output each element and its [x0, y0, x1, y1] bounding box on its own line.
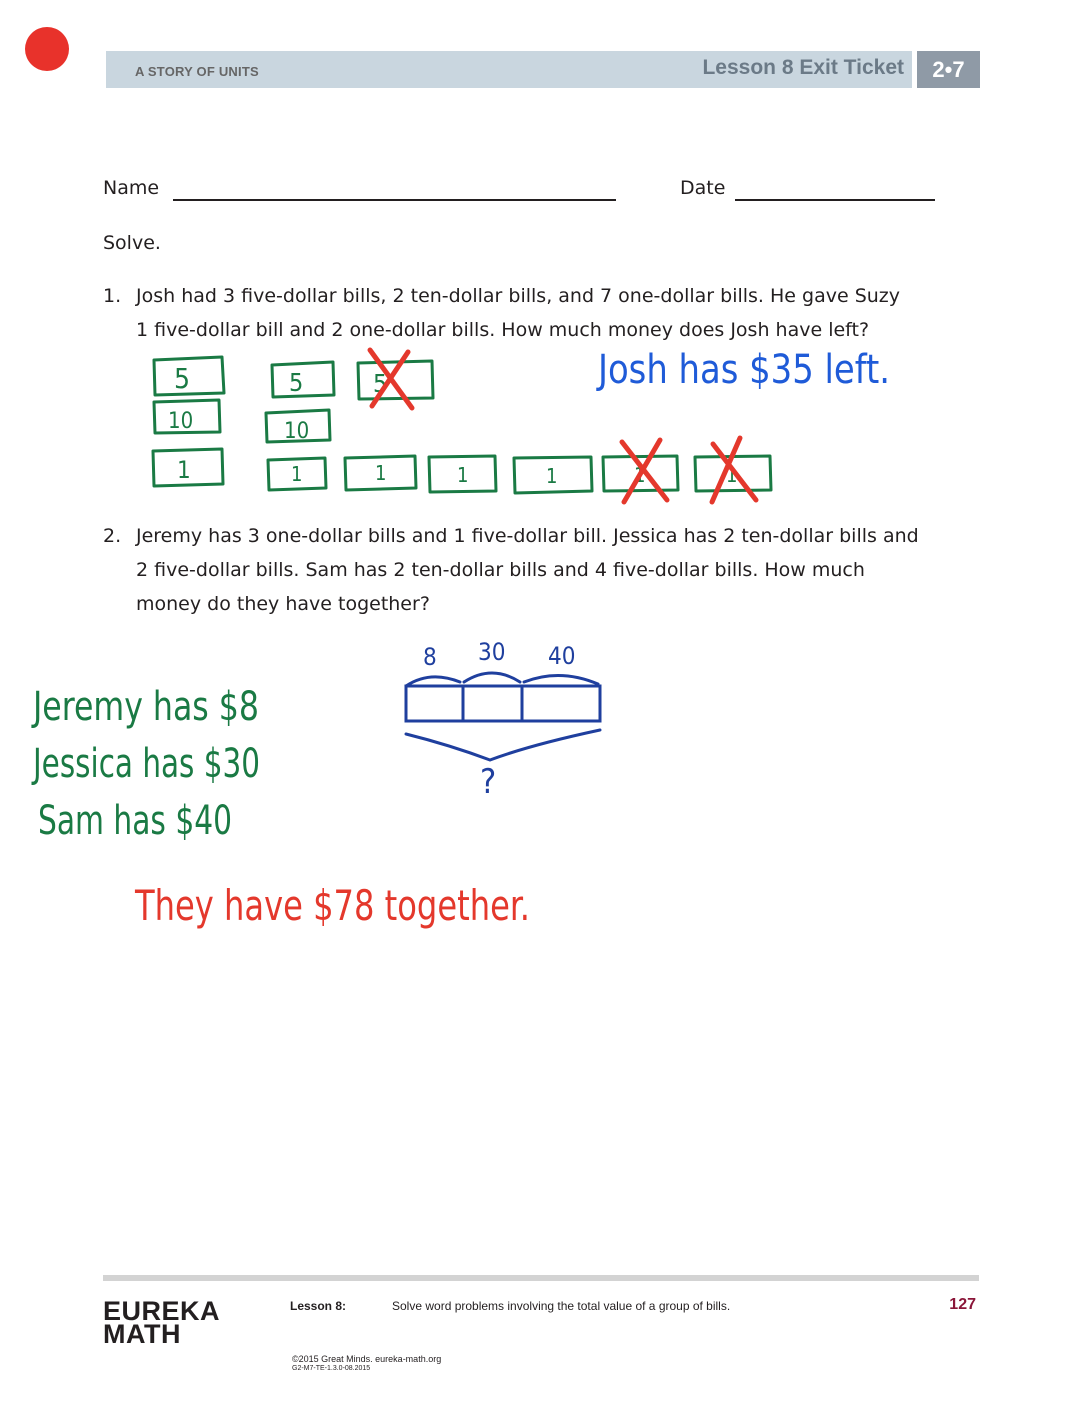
bill-one-5-label: 1	[546, 464, 558, 488]
total-jessica: Jessica has $30	[31, 741, 260, 787]
cross-out-one-b	[712, 438, 756, 502]
brace-part-2	[464, 673, 520, 682]
logo-line-2: MATH	[103, 1319, 181, 1349]
bill-ten-2-label: 10	[284, 419, 310, 444]
directions: Solve.	[103, 232, 161, 254]
footer-lesson-label: Lesson 8:	[290, 1299, 347, 1313]
bill-one-6-label: 1	[634, 463, 646, 487]
document-code: G2-M7-TE-1.3.0-08.2015	[292, 1365, 371, 1372]
total-sam: Sam has $40	[38, 798, 232, 844]
lesson-title: Lesson 8 Exit Ticket	[702, 56, 904, 79]
bill-one-3-label: 1	[375, 461, 387, 485]
brace-part-3	[524, 675, 598, 684]
answer-1: Josh has $35 left.	[596, 347, 890, 393]
tape-diagram	[406, 673, 600, 760]
tape-label-8: 8	[423, 643, 437, 671]
page-number: 127	[949, 1296, 976, 1313]
problem-1-line-1: Josh had 3 five-dollar bills, 2 ten-dollar bills, and 7 one-dollar bills. He gave Suzy	[136, 285, 901, 307]
tape-unknown: ?	[480, 762, 497, 802]
bill-ten-1-label: 10	[168, 409, 194, 434]
bill-one-7-label: 1	[726, 463, 738, 487]
bill-five-2-label: 5	[289, 368, 304, 397]
eureka-math-logo	[103, 1296, 221, 1349]
brace-total	[406, 730, 600, 760]
date-label: Date	[680, 177, 726, 199]
footer-lesson-description: Solve word problems involving the total value of a group of bills.	[392, 1299, 731, 1313]
problem-2-line-2: 2 five-dollar bills. Sam has 2 ten-dollar bills and 4 five-dollar bills. How much	[136, 559, 865, 581]
footer-rule	[103, 1275, 979, 1281]
problem-2-number: 2.	[103, 525, 122, 547]
copyright: ©2015 Great Minds. eureka-math.org	[292, 1354, 442, 1364]
series-title: A STORY OF UNITS	[135, 64, 259, 79]
grade-module-badge: 2•7	[917, 51, 980, 88]
bill-one-4-label: 1	[457, 463, 469, 487]
total-jeremy: Jeremy has $8	[31, 684, 260, 730]
name-label: Name	[103, 177, 160, 199]
person-totals	[31, 684, 260, 844]
bill-one-2-label: 1	[291, 462, 303, 486]
tape-label-30: 30	[478, 638, 506, 666]
bill-five-3-label: 5	[373, 369, 388, 398]
problem-1-line-2: 1 five-dollar bill and 2 one-dollar bills. How much money does Josh have left?	[136, 319, 870, 341]
tape-label-40: 40	[548, 642, 576, 670]
bill-five-1-label: 5	[174, 362, 191, 395]
cross-out-one-a	[622, 440, 667, 502]
problem-1-number: 1.	[103, 285, 122, 307]
bill-one-1-label: 1	[177, 456, 191, 484]
problem-2-line-3: money do they have together?	[136, 593, 430, 615]
answer-2: They have $78 together.	[134, 881, 531, 930]
problem-2-line-1: Jeremy has 3 one-dollar bills and 1 five-dollar bill. Jessica has 2 ten-dollar bills and	[136, 525, 919, 547]
logo-line-1: EUREKA	[103, 1296, 221, 1326]
